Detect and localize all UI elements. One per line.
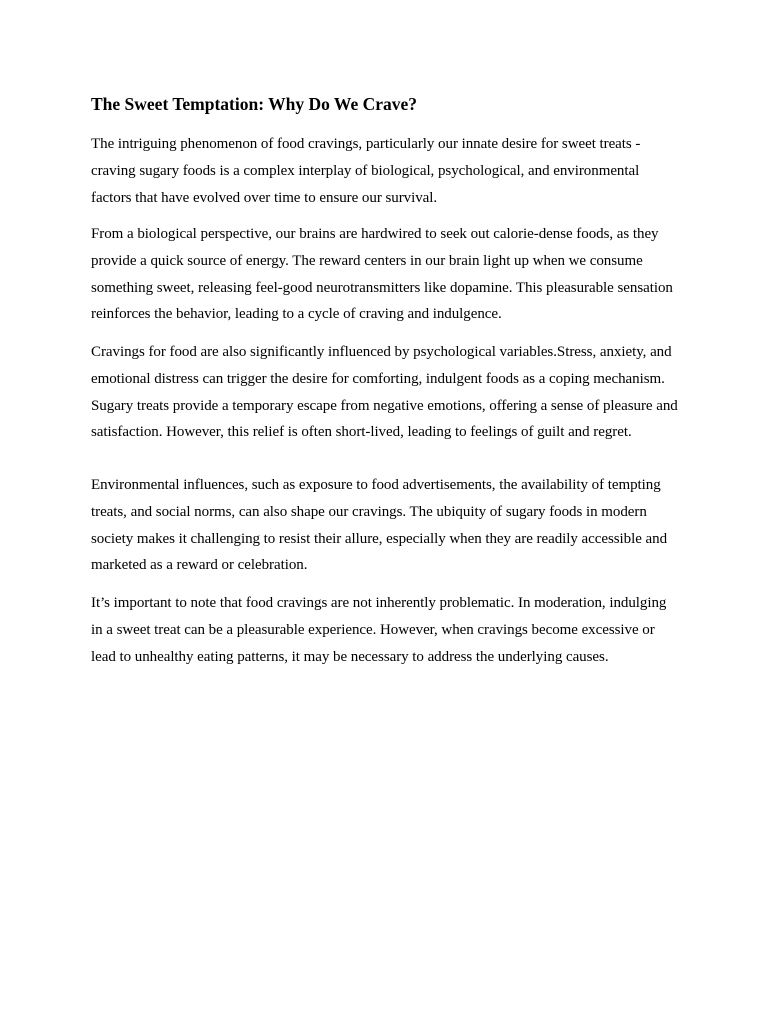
paragraph-psychological: Cravings for food are also significantly influenced by psychological variables.Stress, anxiety, and emotional distress can trigger the desire for comforting, indulgent foods as a coping mechanism. Sugary treats provide a temporary escape from negative emotions, offering a sense of pleasure and satisfaction. However, this relief is often short-lived, leading to feelings of guilt and regret. bbox=[91, 344, 678, 441]
paragraph-intro: The intriguing phenomenon of food cravings, particularly our innate desire for sweet treats - craving sugary foods is a complex interplay of biological, psychological, and environmental factors that have evolved over time to ensure our survival. bbox=[91, 136, 641, 206]
paragraph-conclusion: It’s important to note that food cravings are not inherently problematic. In moderation, indulging in a sweet treat can be a pleasurable experience. However, when cravings become excessive or lead to unhealthy eating patterns, it may be necessary to address the underlying causes. bbox=[91, 595, 667, 665]
paragraph-environmental: Environmental influences, such as exposure to food advertisements, the availability of tempting treats, and social norms, can also shape our cravings. The ubiquity of sugary foods in modern society makes it challenging to resist their allure, especially when they are readily accessible and marketed as a reward or celebration. bbox=[91, 477, 668, 574]
document-title: The Sweet Temptation: Why Do We Crave? bbox=[91, 94, 418, 114]
paragraph-biological: From a biological perspective, our brains are hardwired to seek out calorie-dense foods, as they provide a quick source of energy. The reward centers in our brain light up when we consume something sweet, releasing feel-good neurotransmitters like dopamine. This pleasurable sensation reinforces the behavior, leading to a cycle of craving and indulgence. bbox=[91, 226, 673, 323]
